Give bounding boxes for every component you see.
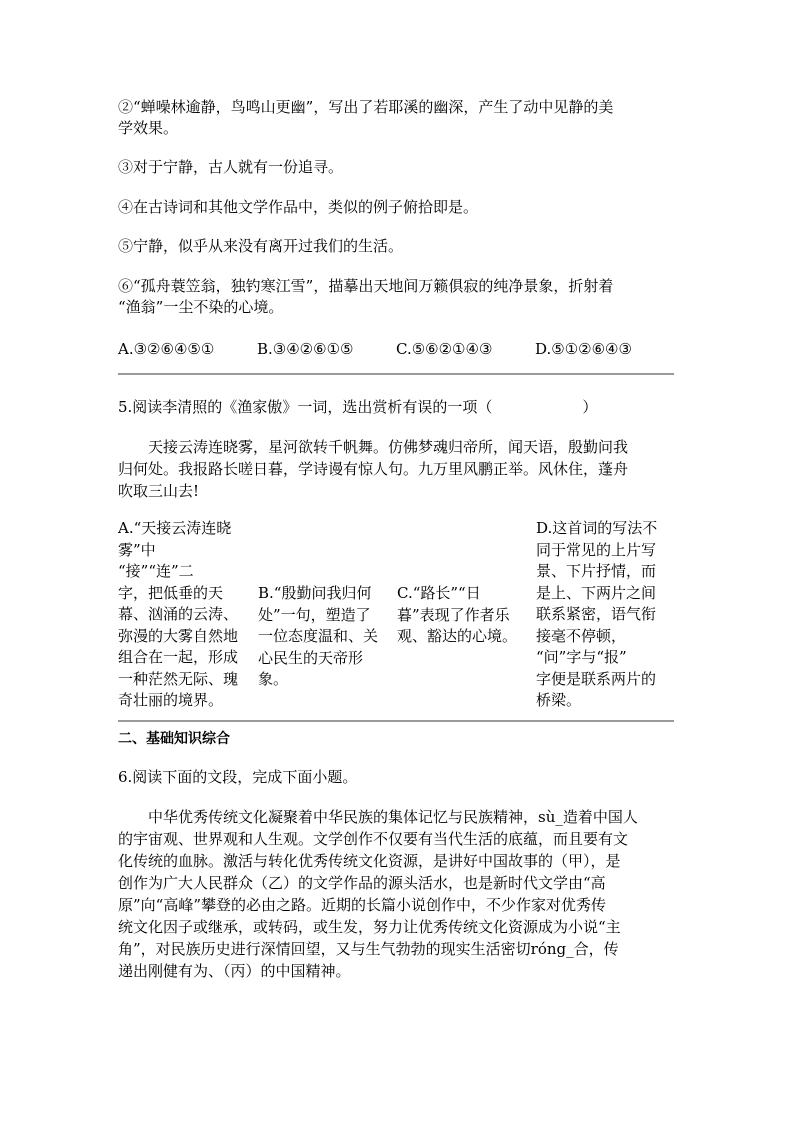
q5-option-a-line: 组合在一起，形成 — [118, 648, 239, 666]
q5-option-d-line: 联系紧密，语气衔 — [536, 605, 657, 623]
q5-option-a-line: 弥漫的大雾自然地 — [118, 626, 239, 645]
q5-poem-line: 天接云涛连晓雾，星河欲转千帆舞。仿佛梦魂归帝所，闻天语，殷勤问我 — [148, 438, 629, 456]
q5-stem: 5.阅读李清照的《渔家傲》一词，选出赏析有误的一项（ ） — [118, 398, 598, 416]
q5-option-b-line: 心民生的天帝形 — [258, 648, 364, 667]
q6-passage — [118, 806, 674, 982]
q5-option-c-line: C.“路长”“日 — [397, 584, 481, 602]
q5-option-b-line: 一位态度温和、关 — [258, 627, 379, 645]
q6-passage-line: 统文化因子或继承，或转码，或生发，努力让优秀传统文化资源成为小说“主 — [118, 918, 621, 936]
q5-option-d-line: 同于常见的上片写 — [536, 540, 657, 559]
q4-sentence-2-line-2: 学效果。 — [118, 119, 179, 137]
q5-poem-line: 吹取三山去! — [118, 482, 200, 500]
q4-option-b[interactable]: B.③④②⑥①⑤ — [257, 340, 354, 358]
q6-stem: 6.阅读下面的文段，完成下面小题。 — [118, 768, 358, 786]
q4-sentence-6-line-2: “渔翁”一尘不染的心境。 — [118, 298, 284, 316]
q4-sentence-3: ③对于宁静，古人就有一份追寻。 — [118, 158, 344, 176]
q5-option-b-line: B.“殷勤问我归何 — [258, 584, 372, 602]
q5-option-d-line: 桥梁。 — [536, 691, 582, 709]
q5-option-c-line: 观、豁达的心境。 — [397, 627, 518, 645]
q5-option-b-line: 处”一句，塑造了 — [258, 605, 371, 624]
q5-option-a-line: “接”“连”二 — [118, 562, 194, 580]
q6-passage-line: 原”向“高峰”攀登的必由之路。近期的长篇小说创作中，不少作家对优秀传 — [118, 896, 607, 914]
q5-option-a-line: 雾”中 — [118, 540, 156, 559]
q6-passage-line: 中华优秀传统文化凝聚着中华民族的集体记忆与民族精神，sù_造着中国人 — [148, 808, 638, 826]
q6-passage-line: 递出刚健有为、（丙）的中国精神。 — [118, 962, 351, 980]
q5-option-d[interactable] — [536, 518, 676, 712]
q4-sentence-6-line-1: ⑥“孤舟蓑笠翁，独钓寒江雪”，描摹出天地间万籁俱寂的纯净景象，折射着 — [118, 277, 614, 295]
q6-passage-line: 角”，对民族历史进行深情回望，又与生气勃勃的现实生活密切róng_合，传 — [118, 940, 619, 958]
q5-option-a-line: 奇壮丽的境界。 — [118, 691, 224, 709]
divider — [118, 720, 674, 722]
q4-option-c[interactable]: C.⑤⑥②①④③ — [396, 340, 493, 358]
q5-option-a[interactable] — [118, 518, 258, 712]
q4-sentence-2-line-1: ②“蝉噪林逾静，鸟鸣山更幽”，写出了若耶溪的幽深，产生了动中见静的美 — [118, 98, 614, 116]
q4-option-d[interactable]: D.⑤①②⑥④③ — [535, 340, 632, 358]
q5-option-a-line: 字，把低垂的天 — [118, 583, 224, 602]
q5-option-a-line: 一种茫然无际、瑰 — [118, 669, 239, 688]
q4-sentence-5: ⑤宁静，似乎从来没有离开过我们的生活。 — [118, 237, 404, 255]
q4-sentence-4: ④在古诗词和其他文学作品中，类似的例子俯拾即是。 — [118, 198, 479, 216]
q5-option-d-line: 是上、下两片之间 — [536, 583, 657, 602]
q5-option-d-line: D.这首词的写法不 — [536, 519, 658, 537]
section-heading: 二、基础知识综合 — [118, 731, 230, 747]
q5-option-d-line: “问”字与“报” — [536, 648, 627, 666]
q5-option-b-line: 象。 — [258, 670, 289, 688]
q5-option-d-line: 字便是联系两片的 — [536, 669, 657, 688]
q5-poem-line: 归何处。我报路长嗟日暮，学诗谩有惊人句。九万里风鹏正举。风休住，蓬舟 — [118, 460, 629, 478]
q5-option-a-line: 幕、汹涌的云涛、 — [118, 605, 239, 623]
q6-passage-line: 的宇宙观、世界观和人生观。文学创作不仅要有当代生活的底蕴，而且要有文 — [118, 830, 629, 848]
q5-option-c[interactable] — [397, 583, 537, 648]
q6-passage-line: 化传统的血脉。激活与转化优秀传统文化资源，是讲好中国故事的（甲），是 — [118, 852, 621, 870]
divider — [118, 373, 674, 375]
q5-poem — [118, 436, 674, 502]
q4-option-a[interactable]: A.③②⑥④⑤① — [118, 340, 215, 358]
q5-option-d-line: 景、下片抒情，而 — [536, 562, 657, 580]
q5-option-a-line: A.“天接云涛连晓 — [118, 519, 232, 537]
q6-passage-line: 创作为广大人民群众（乙）的文学作品的源头活水，也是新时代文学由“高 — [118, 874, 606, 892]
q5-option-d-line: 接毫不停顿， — [536, 626, 627, 645]
q5-option-c-line: 暮”表现了作者乐 — [397, 605, 510, 624]
q5-option-b[interactable] — [258, 583, 398, 691]
